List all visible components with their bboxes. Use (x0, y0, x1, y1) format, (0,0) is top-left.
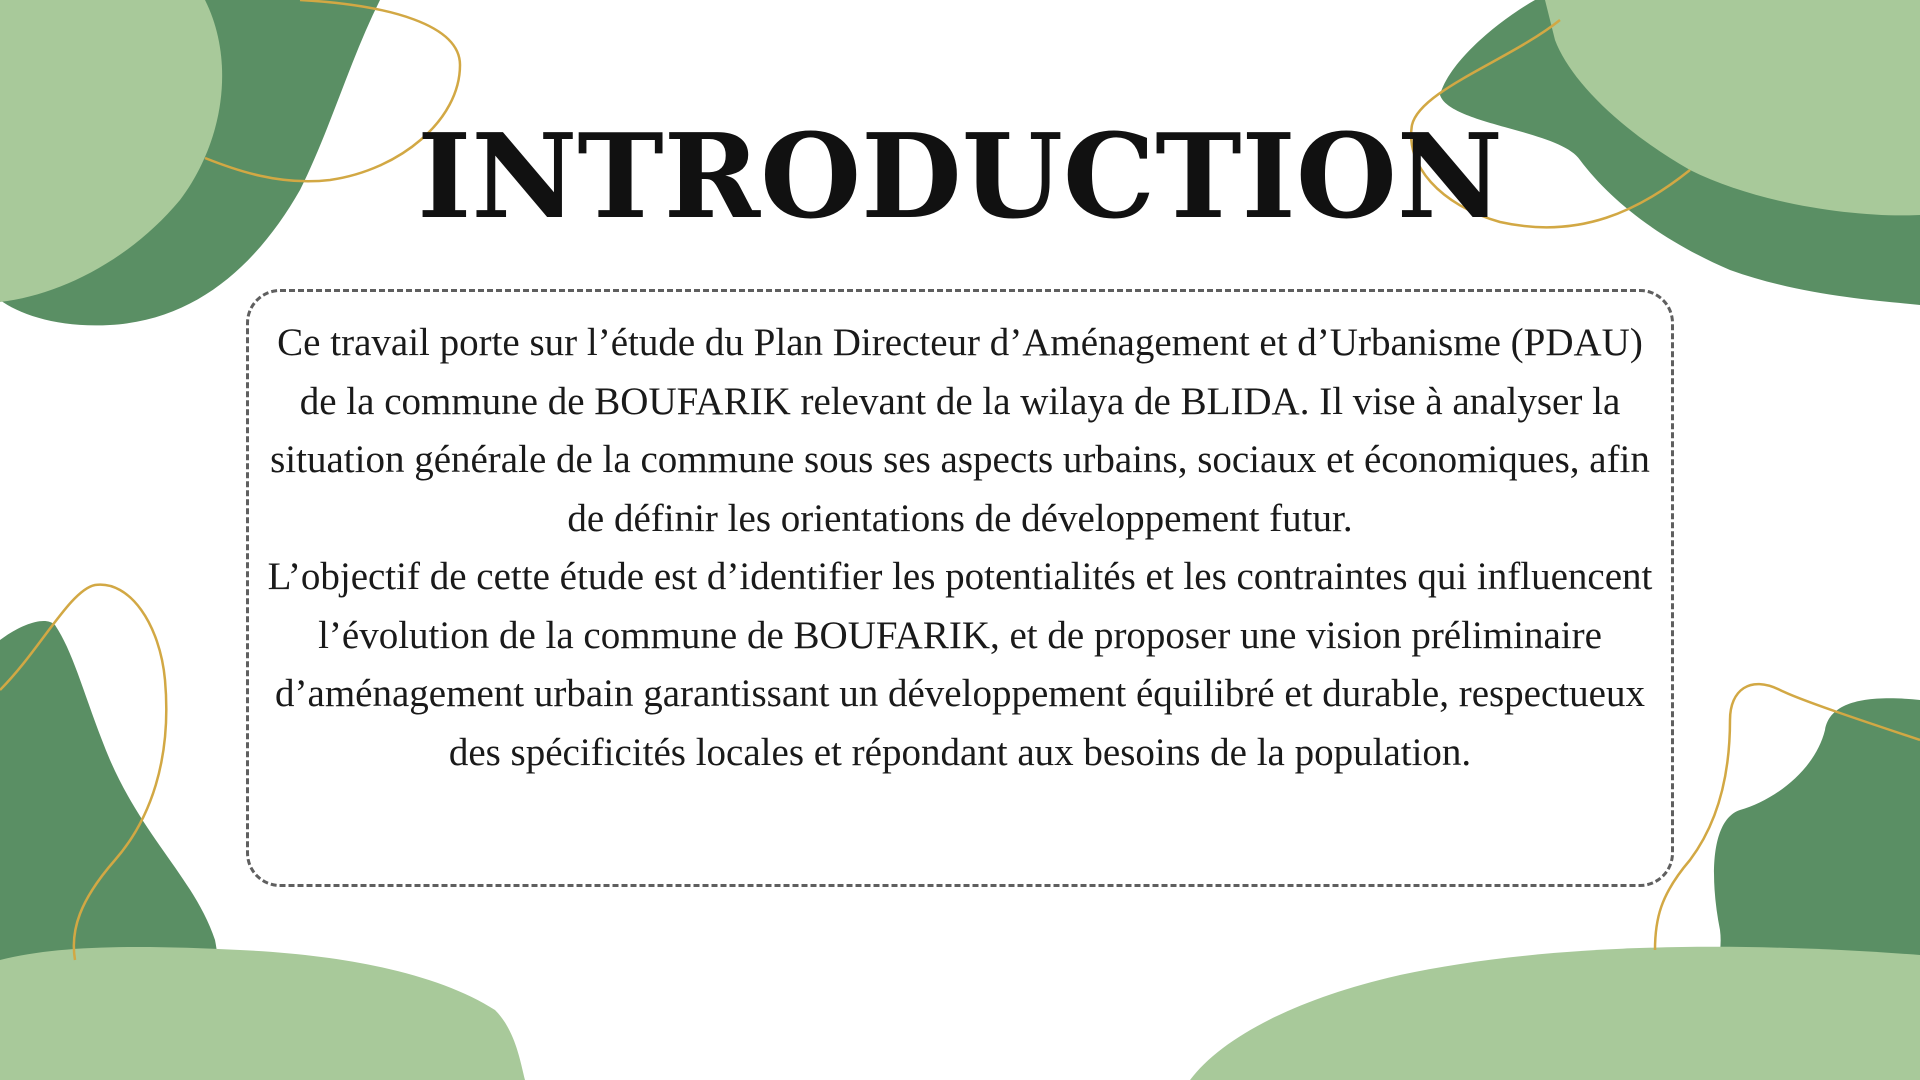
paragraph-context: Ce travail porte sur l’étude du Plan Directeur d’Aménagement et d’Urbanisme (PDAU) de la commune de BOUFARIK relevant de la wilaya de BLIDA. Il vise à analyser la situation générale de la commune sous ses aspects urbains, sociaux et économiques, afin de définir les orientations de développement futur. (270, 321, 1650, 540)
introduction-text-box (246, 289, 1674, 887)
blob-bottom-right-light (1190, 947, 1920, 1080)
paragraph-objective: L’objectif de cette étude est d’identifier les potentialités et les contraintes qui influencent l’évolution de la commune de BOUFARIK, et de proposer une vision préliminaire d’aménagement urbain garantissant un développement équilibré et durable, respectueux des spécificités locales et répondant aux besoins de la population. (267, 555, 1653, 774)
blob-bottom-left-light (0, 947, 525, 1080)
slide-title: INTRODUCTION (417, 109, 1503, 245)
